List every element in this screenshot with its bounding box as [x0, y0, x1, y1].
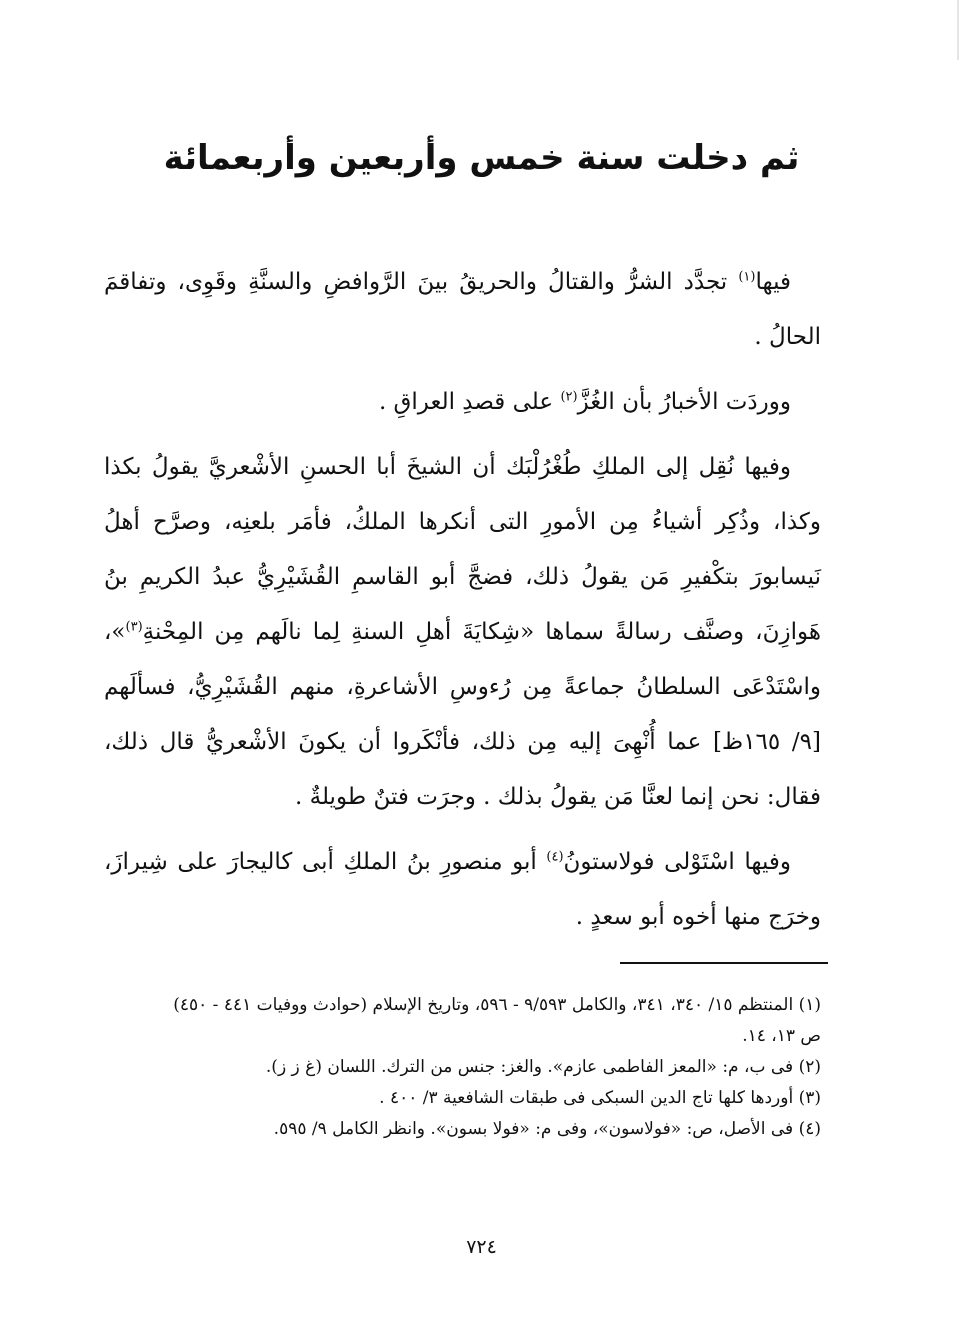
paragraph-lead: ووردَت الأخبارُ بأن الغُزَّ	[577, 389, 791, 415]
footnotes	[160, 990, 821, 1145]
paragraph-text: تجدَّد الشرُّ والقتالُ والحريقُ بينَ الرَّوافضِ والسنَّةِ وقَوِى، وتفاقمَ الحالُ .	[104, 269, 821, 350]
footnote: (٢) فى ب، م: «المعز الفاطمى عازم». والغز: جنس من الترك. اللسان (غ ز ز).	[265, 1057, 821, 1077]
paragraph	[104, 835, 821, 945]
footnote: (٣) أوردها كلها تاج الدين السبكى فى طبقات الشافعية ٣/ ٤٠٠ .	[379, 1088, 821, 1108]
paragraph	[104, 440, 821, 825]
footnote: (٤) فى الأصل، ص: «فولاسون»، وفى م: «فولا بسون». وانظر الكامل ٩/ ٥٩٥.	[273, 1119, 821, 1139]
paragraph	[104, 255, 821, 365]
paragraph-text: على قصدِ العراقِ .	[378, 389, 561, 415]
footnote-marker: (١)	[738, 269, 756, 285]
main-text	[104, 255, 821, 955]
page-number: ٧٢٤	[466, 1236, 497, 1258]
footnote-marker: (٢)	[560, 389, 578, 405]
page-edge-mark	[957, 0, 959, 60]
paragraph-lead: وفيها نُقِل إلى الملكِ طُغْرُلْبَك أن الشيخَ أبا الحسنِ الأشْعريَّ يقولُ بكذا وكذا، وذُكِر أشياءُ مِن الأمورِ التى أنكرها الملكُ، فأمَر بلعنِه، وصرَّح أهلُ نَيسابورَ بتكْفيرِ مَن يقولُ ذلك، فضجَّ أبو القاسمِ القُشَيْرِيُّ عبدُ الكريمِ بنُ هَوازِنَ، وصنَّف رسالةً سماها «شِكايَةَ أهلِ السنةِ لِما نالَهم مِن المِحْنةِ	[104, 454, 821, 645]
paragraph-text: »، واسْتَدْعَى السلطانُ جماعةً مِن رُءوسِ الأشاعرةِ، منهم القُشَيْرِيُّ، فسألَهم [٩/ ١٦٥ظ] عما أُنْهِىَ إليه مِن ذلك، فأنْكَروا أن يكونَ الأشْعريُّ قال ذلك، فقال: نحن إنما لعنَّا مَن يقولُ بذلك . وجرَت فتنٌ طويلةٌ .	[104, 619, 821, 810]
footnote-marker: (٤)	[546, 849, 564, 865]
footnote: (١) المنتظم ١٥/ ٣٤٠، ٣٤١، والكامل ٩/٥٩٣ - ٥٩٦، وتاريخ الإسلام (حوادث ووفيات ٤٤١ - ٤٥٠) ص ١٣، ١٤.	[173, 995, 821, 1046]
paragraph	[104, 375, 821, 430]
chapter-title: ثم دخلت سنة خمس وأربعين وأربعمائة	[163, 138, 800, 178]
paragraph-text: أبو منصورِ بنُ الملكِ أبى كاليجارَ على شِيرازَ، وخرَج منها أخوه أبو سعدٍ .	[104, 849, 821, 930]
paragraph-lead: فيها	[755, 269, 791, 295]
footnote-marker: (٣)	[125, 619, 143, 635]
paragraph-lead: وفيها اسْتَوْلى فولاستونُ	[563, 849, 791, 875]
footnote-separator	[620, 962, 828, 964]
